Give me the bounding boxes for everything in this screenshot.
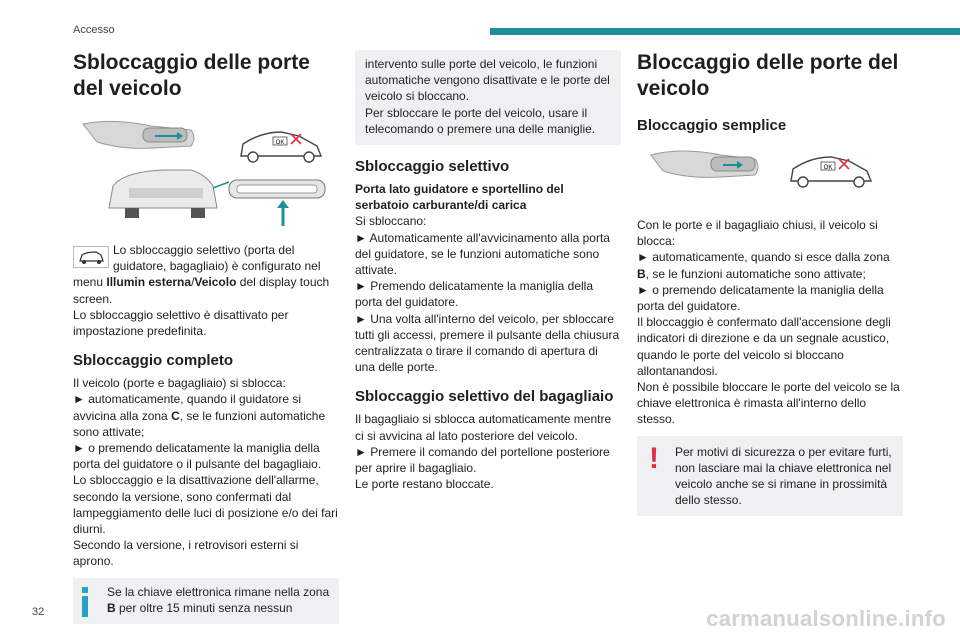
complete-intro: Il veicolo (porte e bagagliaio) si sblocca: bbox=[73, 376, 286, 391]
lock-item2: ► o premendo delicatamente la maniglia della porta del guidatore. bbox=[637, 282, 884, 314]
boot-item: ► Premere il comando del portellone posteriore per aprire il bagagliaio. bbox=[355, 444, 610, 476]
column-right bbox=[637, 50, 903, 516]
info-cont-1: intervento sulle porte del veicolo, le funzioni automatiche vengono disattivate e le porte del veicolo si bloccano. bbox=[365, 57, 610, 104]
selective-note-text1: Lo sbloccaggio selettivo (porta del guidatore, bagagliaio) è configurato nel menu bbox=[73, 243, 321, 290]
menu-illumin: Illumin esterna bbox=[106, 275, 192, 290]
complete-mirrors: Secondo la versione, i retrovisori esterni si aprono. bbox=[73, 538, 299, 569]
selective-note-text2: del display touch screen. bbox=[73, 275, 330, 306]
hand-handle-lock-illustration bbox=[637, 141, 903, 205]
ok-label: OK bbox=[275, 140, 285, 146]
boot-intro: Il bagagliaio si sblocca automaticamente mentre ci si avvicina al lato posteriore del veicolo. bbox=[355, 412, 612, 443]
unlock-title: Sbloccaggio delle porte del veicolo bbox=[73, 51, 310, 100]
selective-heading: Sbloccaggio selettivo bbox=[355, 158, 510, 176]
menu-separator: / bbox=[191, 275, 195, 290]
lock-title: Bloccaggio delle porte del veicolo bbox=[637, 51, 899, 100]
lock-intro: Con le porte e il bagagliaio chiusi, il veicolo si blocca: bbox=[637, 218, 878, 249]
selective-default-text: Lo sbloccaggio selettivo è disattivato per impostazione predefinita. bbox=[73, 307, 289, 339]
unlock-illustration bbox=[73, 116, 339, 228]
info-icon bbox=[81, 587, 89, 617]
complete-confirm: Lo sbloccaggio e la disattivazione dell'allarme, secondo la versione, sono confermati dal lampeggiamento delle luci di posizione e/o dei fari diurni. bbox=[73, 473, 338, 537]
header-section-title: Accesso bbox=[73, 24, 115, 36]
complete-item1: ► automaticamente, quando il guidatore si avvicina alla zona C, se le funzioni automatiche sono attivate; bbox=[73, 392, 326, 439]
driver-item2: ► Premendo delicatamente la maniglia della porta del guidatore. bbox=[355, 279, 594, 310]
info-box-continuation bbox=[355, 50, 621, 145]
site-watermark: carmanualsonline.info bbox=[706, 606, 946, 631]
complete-unlock-heading: Sbloccaggio completo bbox=[73, 352, 234, 370]
driver-intro: Si sbloccano: bbox=[355, 214, 427, 229]
lock-key-inside: Non è possibile bloccare le porte del veicolo se la chiave elettronica è rimasta all'interno dello stesso. bbox=[637, 380, 900, 427]
driver-item1: ► Automaticamente all'avvicinamento alla porta del guidatore, se le funzioni automatiche sono attivate. bbox=[355, 230, 610, 278]
warning-icon: ! bbox=[649, 441, 659, 475]
hand-handle-car-illustration bbox=[73, 116, 339, 228]
simple-lock-heading: Bloccaggio semplice bbox=[637, 117, 787, 134]
lock-confirm: Il bloccaggio è confermato dall'accensione degli indicatori di direzione e da un segnale acustico, quando le porte del veicolo si bloccano allontanandosi. bbox=[637, 315, 891, 378]
column-left bbox=[73, 50, 339, 624]
driver-subheading: Porta lato guidatore e sportellino del serbatoio carburante/di carica bbox=[355, 182, 564, 213]
boot-heading: Sbloccaggio selettivo del bagagliaio bbox=[355, 388, 614, 406]
menu-veicolo: Veicolo bbox=[194, 275, 237, 290]
lock-illustration bbox=[637, 141, 903, 205]
page-number: 32 bbox=[32, 606, 45, 618]
column-middle bbox=[355, 50, 621, 492]
warning-box: ! Per motivi di sicurezza o per evitare furti, non lasciare mai la chiave elettronica nel veicolo anche se si rimane in prossimità dello stesso. bbox=[637, 436, 903, 517]
complete-item2: ► o premendo delicatamente la maniglia della porta del guidatore o il pulsante del bagagliaio. bbox=[73, 441, 322, 472]
selective-config-note bbox=[73, 242, 339, 339]
driver-item3: ► Una volta all'interno del veicolo, per sbloccare tutti gli accessi, premere il pulsante della chiusura centralizzata o tirare il comando di apertura di una delle porte. bbox=[355, 311, 620, 375]
boot-note: Le porte restano bloccate. bbox=[355, 477, 494, 492]
info-box-zone-b: Se la chiave elettronica rimane nella zona B per oltre 15 minuti senza nessun bbox=[73, 578, 339, 624]
lock-item1: ► automaticamente, quando si esce dalla zona B, se le funzioni automatiche sono attivate; bbox=[637, 250, 890, 281]
info-cont-2: Per sbloccare le porte del veicolo, usare il telecomando o premere una delle maniglie. bbox=[365, 105, 596, 136]
car-settings-icon bbox=[73, 246, 109, 268]
header-accent-bar bbox=[490, 28, 960, 35]
ok-label-2: OK bbox=[823, 165, 833, 171]
